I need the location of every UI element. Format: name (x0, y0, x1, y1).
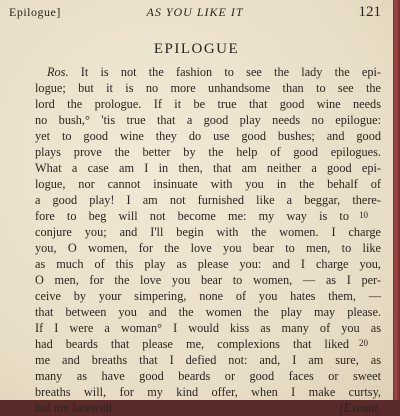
text-line: conjure you; and I'll begin with the women. I charge (35, 225, 381, 239)
text-line: me and breaths that I defied not: and, I am sure, as (35, 353, 381, 367)
book-edge (393, 0, 400, 400)
text-line: yet to good wine they do use good bushes; and good (35, 129, 381, 143)
running-head-section: Epilogue] (9, 5, 61, 19)
page-number: 121 (358, 4, 381, 20)
text-line: no bush,° 'tis true that a good play needs no epilogue: (35, 113, 381, 127)
epilogue-text (35, 64, 381, 416)
text-line: that between you and the women the play may please. (35, 305, 381, 319)
text-line: breaths will, for my kind offer, when I make curtsy, (35, 385, 381, 399)
text-line: had beards that please me, complexions that liked (35, 337, 349, 351)
text-line: logue; but it is no more unhandsome than to see the (35, 81, 381, 95)
text-line: ceive by your simpering, none of you hates them, — (35, 289, 381, 303)
text-line: logue, nor cannot insinuate with you in the behalf of (35, 177, 381, 191)
line-number-10: 10 (359, 210, 368, 220)
line-number-20: 20 (359, 338, 368, 348)
text-line: lord the prologue. If it be true that good wine needs (35, 97, 381, 111)
running-head (9, 5, 381, 23)
text-line-last: bid me farewell. [Exeunt. (35, 401, 381, 415)
text-line: you, O women, for the love you bear to men, to like (35, 241, 381, 255)
text-line: Ros. It is not the fashion to see the lady the epi- (47, 65, 381, 79)
text-line: many as have good beards or good faces or sweet (35, 369, 381, 383)
text-line: If I were a woman° I would kiss as many of you as (35, 321, 381, 335)
text-line: O men, for the love you bear to women, — as I per- (35, 273, 381, 287)
text-line: plays prove the better by the help of good epilogues. (35, 145, 381, 159)
epilogue-title: EPILOGUE (153, 41, 240, 57)
text-line: What a case am I in then, that am neither a good epi- (35, 161, 381, 175)
text-line: as much of this play as please you: and I charge you, (35, 257, 381, 271)
text-line: a good play! I am not furnished like a beggar, there- (35, 193, 381, 207)
stage-direction: [Exeunt. (338, 401, 381, 415)
text-line: fore to beg will not become me: my way is to (35, 209, 349, 223)
running-head-title: AS YOU LIKE IT (146, 5, 244, 19)
speaker-name: Ros. (47, 65, 69, 79)
